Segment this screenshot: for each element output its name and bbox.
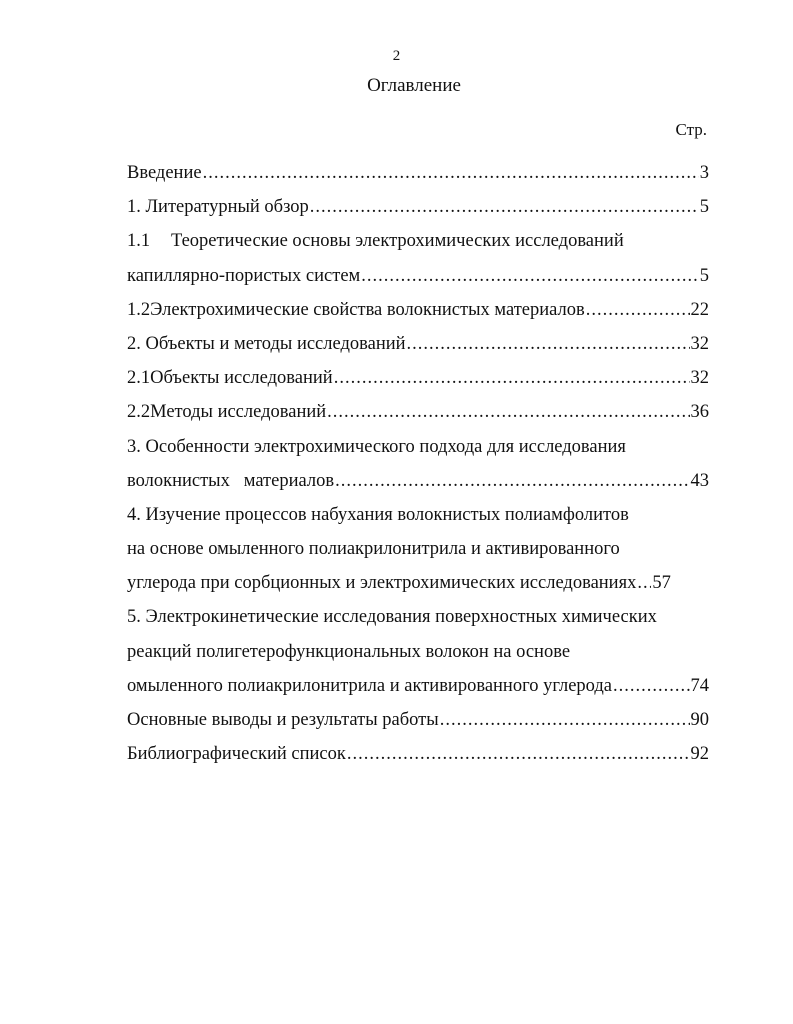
toc-entry-chapter-4-line-1 xyxy=(127,498,709,532)
dot-leader xyxy=(637,566,651,600)
toc-entry-title: Объекты исследований xyxy=(150,368,333,389)
toc-entry-title: 3. Особенности электрохимического подхода для исследования xyxy=(127,436,626,457)
table-of-contents xyxy=(127,156,709,771)
toc-entry-number: 2.2 xyxy=(127,402,151,423)
toc-entry-title: Теоретические основы электрохимических исследований xyxy=(171,231,624,252)
dot-leader xyxy=(361,259,699,293)
toc-entry-page: 36 xyxy=(690,402,709,423)
toc-entry-title-continued: реакций полигетерофункциональных волокон на основе xyxy=(127,641,571,662)
toc-entry-title-continued: волокнистых материалов xyxy=(127,470,335,491)
toc-entry-title-continued: углерода при сорбционных и электрохимических исследованиях xyxy=(127,573,637,594)
dot-leader xyxy=(327,395,689,429)
toc-entry-page: 32 xyxy=(690,333,709,354)
dot-leader xyxy=(334,361,690,395)
toc-entry-section-1-2 xyxy=(127,293,709,327)
page-number: 2 xyxy=(392,48,401,64)
toc-entry-chapter-1 xyxy=(127,190,709,224)
toc-entry-bibliography xyxy=(127,737,709,771)
dot-leader xyxy=(310,190,699,224)
toc-entry-title: Библиографический список xyxy=(127,744,346,765)
toc-entry-chapter-5-line-2 xyxy=(127,635,709,669)
toc-entry-title: 5. Электрокинетические исследования поверхностных химических xyxy=(127,607,657,628)
toc-entry-title-continued: омыленного полиакрилонитрила и активированного углерода xyxy=(127,675,613,696)
dot-leader xyxy=(586,293,690,327)
dot-leader xyxy=(613,669,689,703)
toc-entry-title: Введение xyxy=(127,163,202,183)
toc-entry-chapter-4-line-3 xyxy=(127,566,709,600)
dot-leader xyxy=(407,327,690,361)
toc-entry-number: 1.1 xyxy=(127,231,151,252)
page-title: Оглавление xyxy=(367,75,461,96)
toc-entry-page: 22 xyxy=(690,299,709,320)
toc-entry-number: 2.1 xyxy=(127,368,151,389)
toc-entry-title: Методы исследований xyxy=(150,402,327,423)
toc-entry-page: 5 xyxy=(699,197,709,218)
toc-entry-section-2-1 xyxy=(127,361,709,395)
pages-column-label: Стр. xyxy=(675,120,707,139)
toc-entry-chapter-5-line-3 xyxy=(127,669,709,703)
toc-entry-title: 1. Литературный обзор xyxy=(127,197,309,218)
toc-entry-chapter-3-line-2 xyxy=(127,464,709,498)
dot-leader xyxy=(203,156,699,190)
toc-entry-title: Основные выводы и результаты работы xyxy=(127,710,439,730)
toc-entry-title-continued: на основе омыленного полиакрилонитрила и активированного xyxy=(127,539,620,560)
toc-entry-page: 92 xyxy=(690,744,709,765)
toc-entry-chapter-4-line-2 xyxy=(127,532,709,566)
toc-entry-chapter-2 xyxy=(127,327,709,361)
toc-entry-intro xyxy=(127,156,709,190)
dot-leader xyxy=(347,737,690,771)
dot-leader xyxy=(440,703,690,737)
toc-entry-section-2-2 xyxy=(127,395,709,429)
toc-entry-number: 1.2 xyxy=(127,299,151,320)
dot-leader xyxy=(335,464,689,498)
toc-entry-page: 90 xyxy=(690,710,709,730)
toc-entry-page: 43 xyxy=(690,470,709,491)
toc-entry-page: 32 xyxy=(690,368,709,389)
toc-entry-page: 74 xyxy=(690,675,709,696)
toc-entry-conclusions xyxy=(127,703,709,737)
toc-entry-title: 2. Объекты и методы исследований xyxy=(127,333,406,354)
toc-entry-section-1-1-line-2 xyxy=(127,259,709,293)
toc-entry-chapter-5-line-1 xyxy=(127,600,709,634)
toc-entry-title: 4. Изучение процессов набухания волокнистых полиамфолитов xyxy=(127,504,629,525)
toc-entry-title-continued: капиллярно-пористых систем xyxy=(127,265,361,286)
toc-entry-page: 3 xyxy=(699,163,709,183)
toc-entry-title: Электрохимические свойства волокнистых материалов xyxy=(150,299,585,320)
toc-entry-section-1-1-line-1 xyxy=(127,224,709,258)
toc-entry-page: 57 xyxy=(652,573,671,594)
toc-entry-chapter-3-line-1 xyxy=(127,430,709,464)
toc-entry-page: 5 xyxy=(699,265,709,286)
